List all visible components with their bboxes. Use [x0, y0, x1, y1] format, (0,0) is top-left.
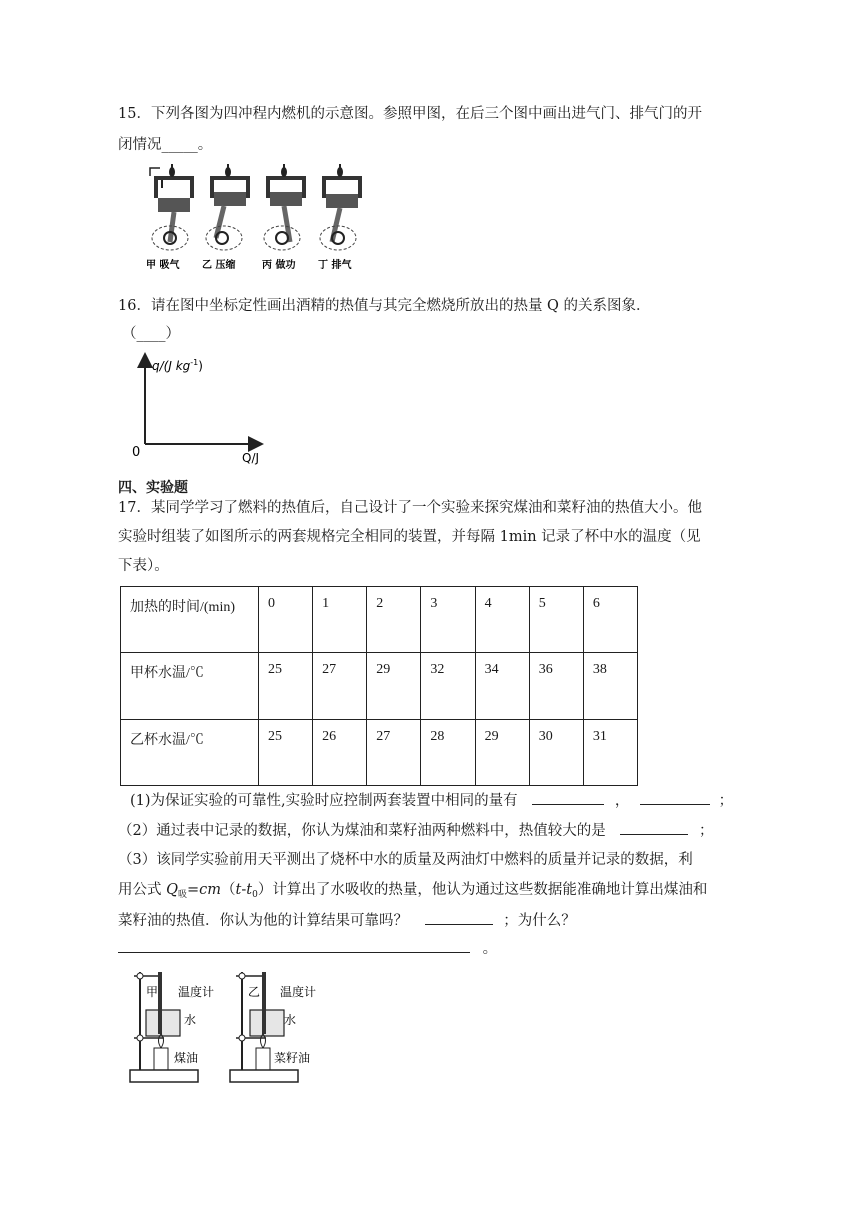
x-axis-label: Q/J [242, 451, 260, 465]
p3-Q: Q [166, 882, 178, 898]
y-axis-close: ) [198, 359, 203, 373]
table-cell: 27 [313, 653, 367, 719]
q17-part3-line4 [118, 938, 497, 959]
q17-text-line3: 下表）。 [118, 558, 169, 574]
table-row [121, 653, 638, 719]
table-cell: 27 [367, 719, 421, 785]
engine-bing [264, 164, 306, 250]
table-cell: 3 [421, 587, 475, 653]
answer-blank-1b[interactable] [640, 790, 710, 805]
p3-t: t [235, 882, 242, 898]
table-cell: 29 [475, 719, 529, 785]
part2-text: （2）通过表中记录的数据，你认为煤油和菜籽油两种燃料中，热值较大的是 [118, 823, 606, 839]
engine-jia [150, 164, 194, 250]
answer-blank-3b[interactable] [118, 938, 470, 953]
caption-jia: 甲 吸气 [146, 260, 180, 271]
table-cell: 34 [475, 653, 529, 719]
mark-jia: 甲 [146, 985, 159, 999]
part1-text: (1)为保证实验的可靠性,实验时应控制两套装置中相同的量有 [130, 793, 518, 809]
answer-blank-2[interactable] [620, 820, 688, 835]
p3-eq: = [187, 882, 200, 898]
part2-end: ； [698, 823, 714, 839]
answer-blank-3a[interactable] [425, 910, 493, 925]
table-cell: 36 [529, 653, 583, 719]
apparatus-jia [128, 966, 228, 1086]
p3-paren-close: ） [257, 882, 273, 898]
temperature-table [120, 586, 638, 786]
row-header-time: 加热的时间/(min) [121, 587, 259, 653]
q17-text-line1: 17．某同学学习了燃料的热值后，自己设计了一个实验来探究煤油和菜籽油的热值大小。他 [118, 500, 702, 516]
q17-part3-line1: （3）该同学实验前用天平测出了烧杯中水的质量及两油灯中燃料的质量并记录的数据，利 [118, 852, 693, 868]
p3-rest: 计算出了水吸收的热量，他认为通过这些数据能准确地计算出煤油和 [272, 882, 708, 898]
label-fuel-yi: 菜籽油 [274, 1051, 311, 1065]
apparatus-yi [228, 966, 328, 1086]
p3-minus: - [241, 882, 247, 898]
y-axis-exp: -1 [190, 358, 199, 367]
engine-ding [320, 164, 362, 250]
label-water-yi: 水 [284, 1013, 297, 1027]
label-thermometer-yi: 温度计 [280, 985, 317, 999]
row-header-yi: 乙杯水温/℃ [121, 719, 259, 785]
row-header-jia: 甲杯水温/℃ [121, 653, 259, 719]
table-cell: 28 [421, 719, 475, 785]
p3-cm: cm [199, 882, 222, 898]
p3-zero: 0 [252, 890, 258, 900]
q17-part3-line3 [118, 910, 576, 931]
mark-yi: 乙 [248, 985, 261, 999]
section-title: 四、实验题 [118, 480, 188, 496]
q16-axes [128, 348, 268, 468]
origin-label: 0 [132, 445, 141, 460]
q16-text-line2: （____） [122, 326, 180, 342]
table-cell: 0 [259, 587, 313, 653]
q17-text-line2: 实验时组装了如图所示的两套规格完全相同的装置，并每隔 1min 记录了杯中水的温度（见 [118, 529, 701, 545]
table-cell: 25 [259, 653, 313, 719]
label-fuel-jia: 煤油 [174, 1051, 199, 1065]
table-cell: 25 [259, 719, 313, 785]
table-cell: 32 [421, 653, 475, 719]
caption-ding: 丁 排气 [318, 260, 352, 271]
p3-t0: t [246, 882, 253, 898]
table-cell: 1 [313, 587, 367, 653]
table-cell: 6 [583, 587, 637, 653]
engine-diagrams [138, 162, 370, 274]
table-row [121, 719, 638, 785]
table-cell: 2 [367, 587, 421, 653]
table-cell: 29 [367, 653, 421, 719]
table-row [121, 587, 638, 653]
table-cell: 5 [529, 587, 583, 653]
y-axis-label: q/(J kg [152, 359, 191, 373]
q17-part3-line2 [118, 880, 707, 902]
engine-yi [206, 164, 250, 250]
p3-paren-open: （ [221, 882, 236, 898]
q17-part2 [118, 820, 713, 841]
p3-pre: 用公式 [118, 882, 167, 898]
part1-sep: ， [614, 793, 630, 809]
table-cell: 26 [313, 719, 367, 785]
answer-blank-1a[interactable] [532, 790, 604, 805]
table-cell: 38 [583, 653, 637, 719]
table-cell: 31 [583, 719, 637, 785]
q17-part1 [130, 790, 733, 811]
caption-bing: 丙 做功 [262, 260, 296, 271]
part1-end: ； [718, 793, 734, 809]
p3-line3: 菜籽油的热值．你认为他的计算结果可靠吗？ [118, 913, 408, 929]
caption-yi: 乙 压缩 [202, 260, 236, 271]
q16-text-line1: 16．请在图中坐标定性画出酒精的热值与其完全燃烧所放出的热量 Q 的关系图象． [118, 298, 651, 314]
table-cell: 30 [529, 719, 583, 785]
p3-sub: 吸 [178, 890, 188, 900]
p3-why: ；为什么？ [503, 913, 576, 929]
p3-end: 。 [482, 941, 498, 957]
label-thermometer-jia: 温度计 [178, 985, 215, 999]
svg-text:q/(J kg-1) [152, 358, 203, 373]
label-water-jia: 水 [184, 1013, 197, 1027]
q15-text-line1: 15．下列各图为四冲程内燃机的示意图。参照甲图，在后三个图中画出进气门、排气门的开 [118, 106, 702, 122]
q15-text-line2: 闭情况_____。 [118, 137, 213, 153]
table-cell: 4 [475, 587, 529, 653]
